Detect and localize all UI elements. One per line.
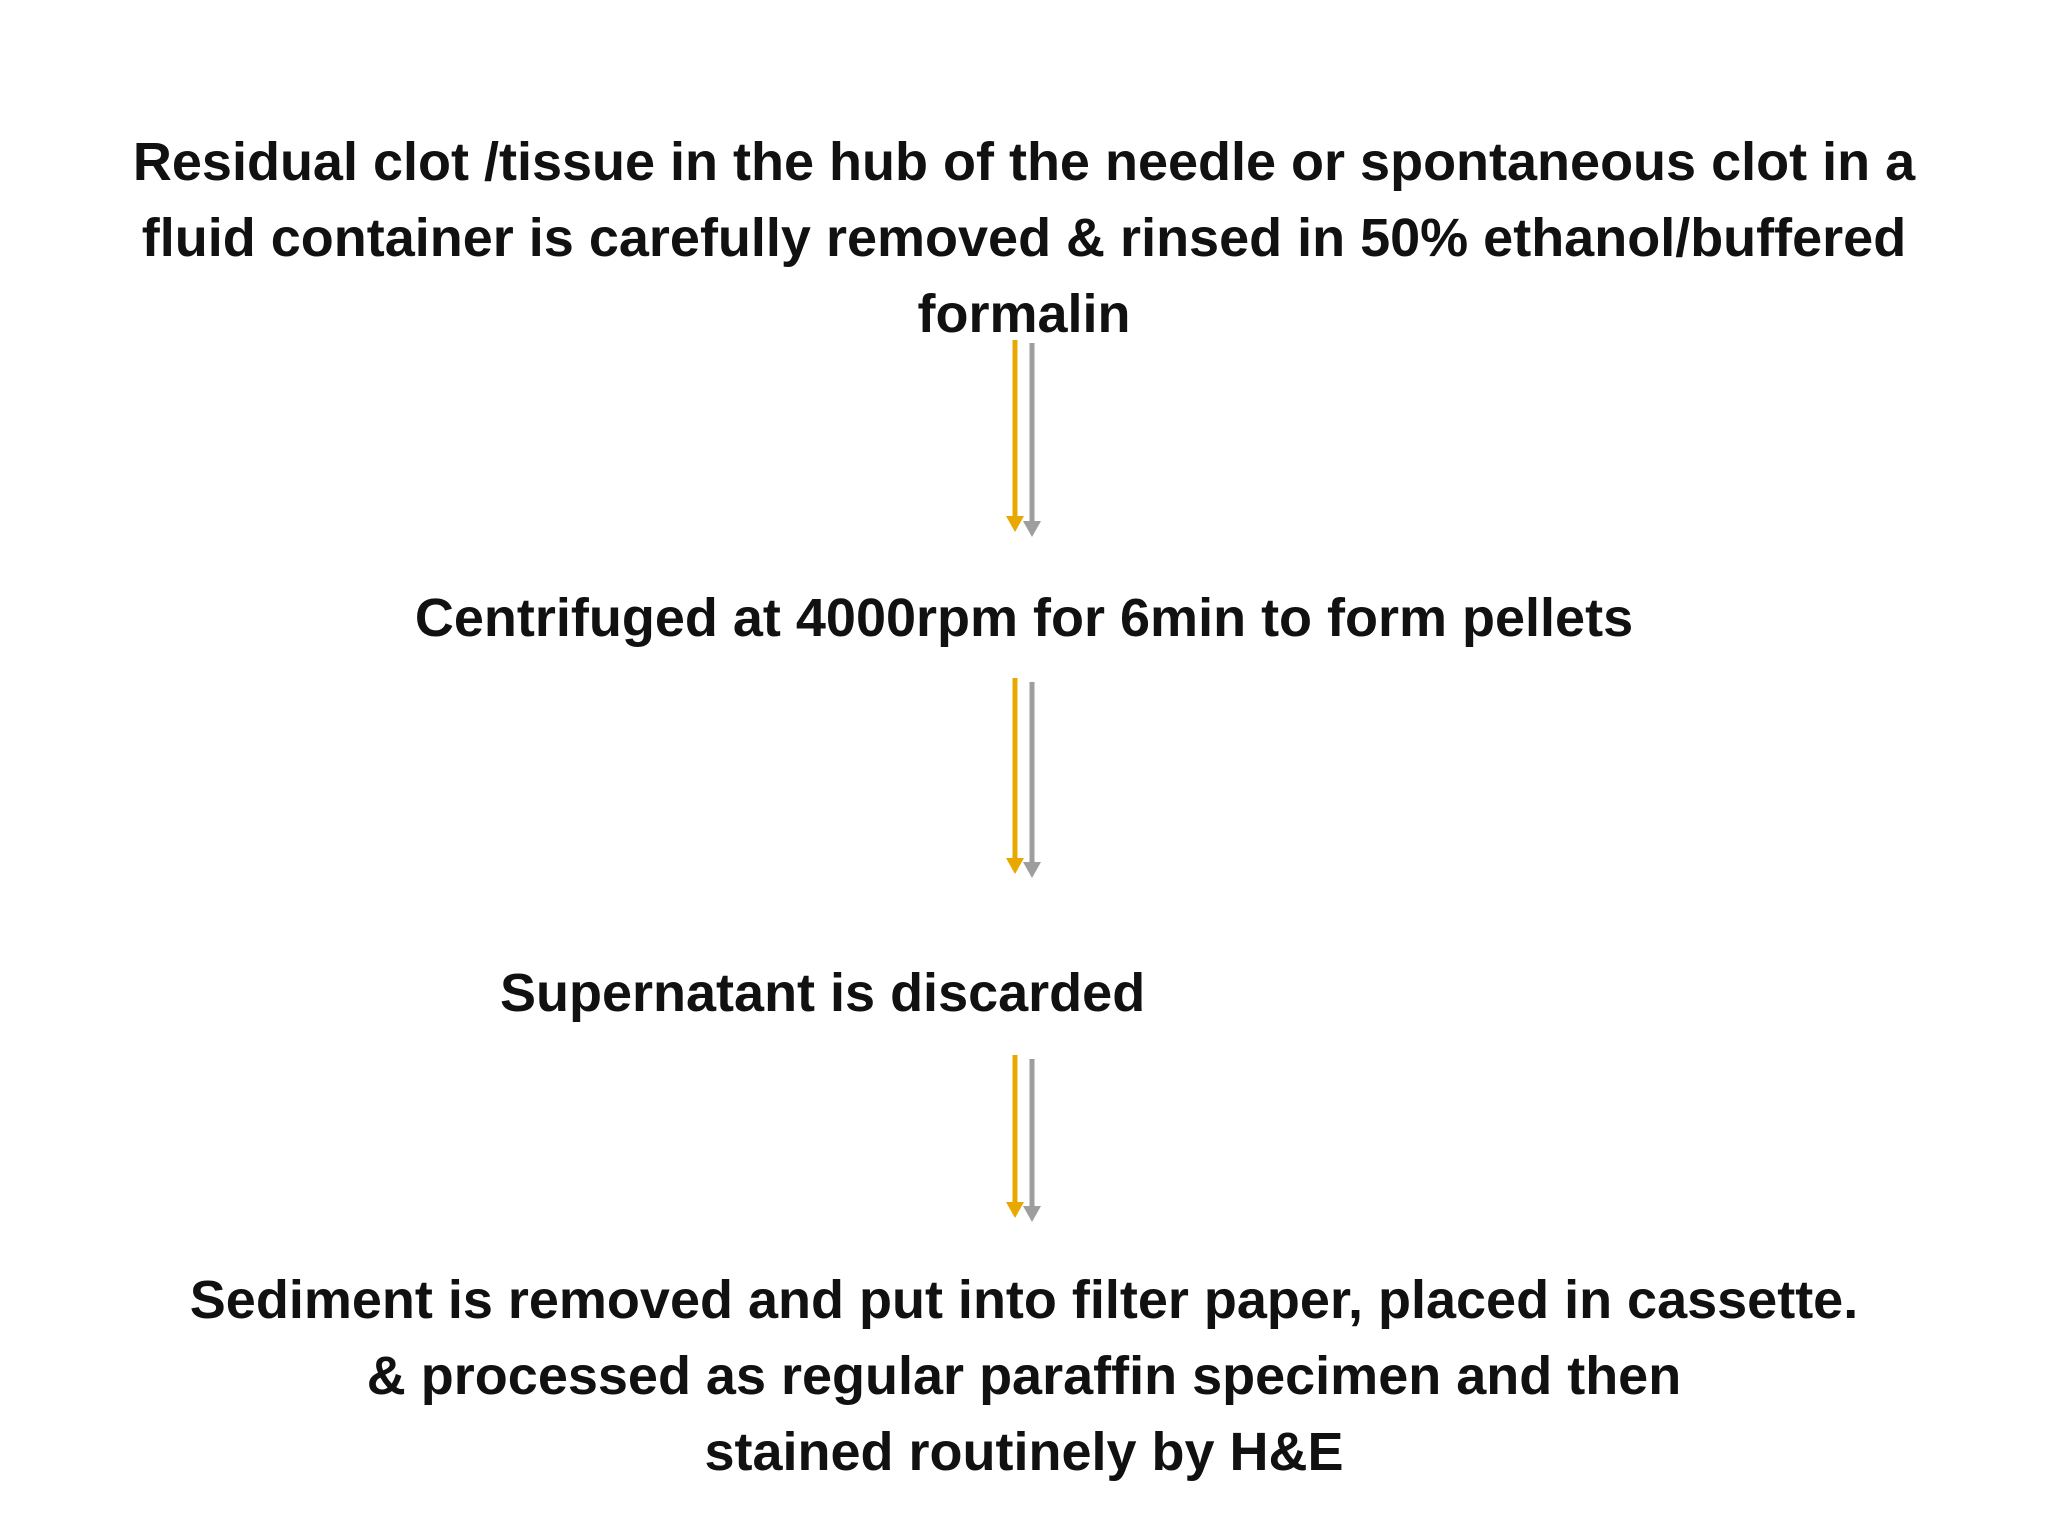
arrow-1-primary-head (1006, 516, 1024, 532)
step-4-sediment-processing (0, 1262, 2048, 1490)
arrow-1-to-2 (1006, 340, 1041, 537)
step-4-line-3: stained routinely by H&E (704, 1422, 1344, 1482)
step-2-centrifugation (0, 580, 2048, 656)
step-3-line-1: Supernatant is discarded (500, 963, 1146, 1023)
step-4-line-2: & processed as regular paraffin specimen and then (366, 1346, 1682, 1406)
step-1-line-2: fluid container is carefully removed & rinsed in 50% ethanol/buffered (141, 208, 1907, 268)
step-1-line-1: Residual clot /tissue in the hub of the needle or spontaneous clot in a (132, 132, 1916, 192)
step-3-discard-supernatant (500, 955, 1160, 1031)
step-4-line-1: Sediment is removed and put into filter paper, placed in cassette. (189, 1270, 1859, 1330)
arrow-3-to-4 (1006, 1055, 1041, 1222)
arrow-2-primary-head (1006, 858, 1024, 874)
arrow-1-secondary-head (1023, 521, 1041, 537)
arrow-2-to-3 (1006, 678, 1041, 878)
step-2-line-1: Centrifuged at 4000rpm for 6min to form pellets (414, 588, 1634, 648)
arrow-3-secondary-head (1023, 1206, 1041, 1222)
arrow-2-secondary-head (1023, 862, 1041, 878)
step-1-sample-collection (0, 124, 2048, 352)
arrow-3-primary-head (1006, 1202, 1024, 1218)
step-1-line-3: formalin (917, 284, 1131, 344)
